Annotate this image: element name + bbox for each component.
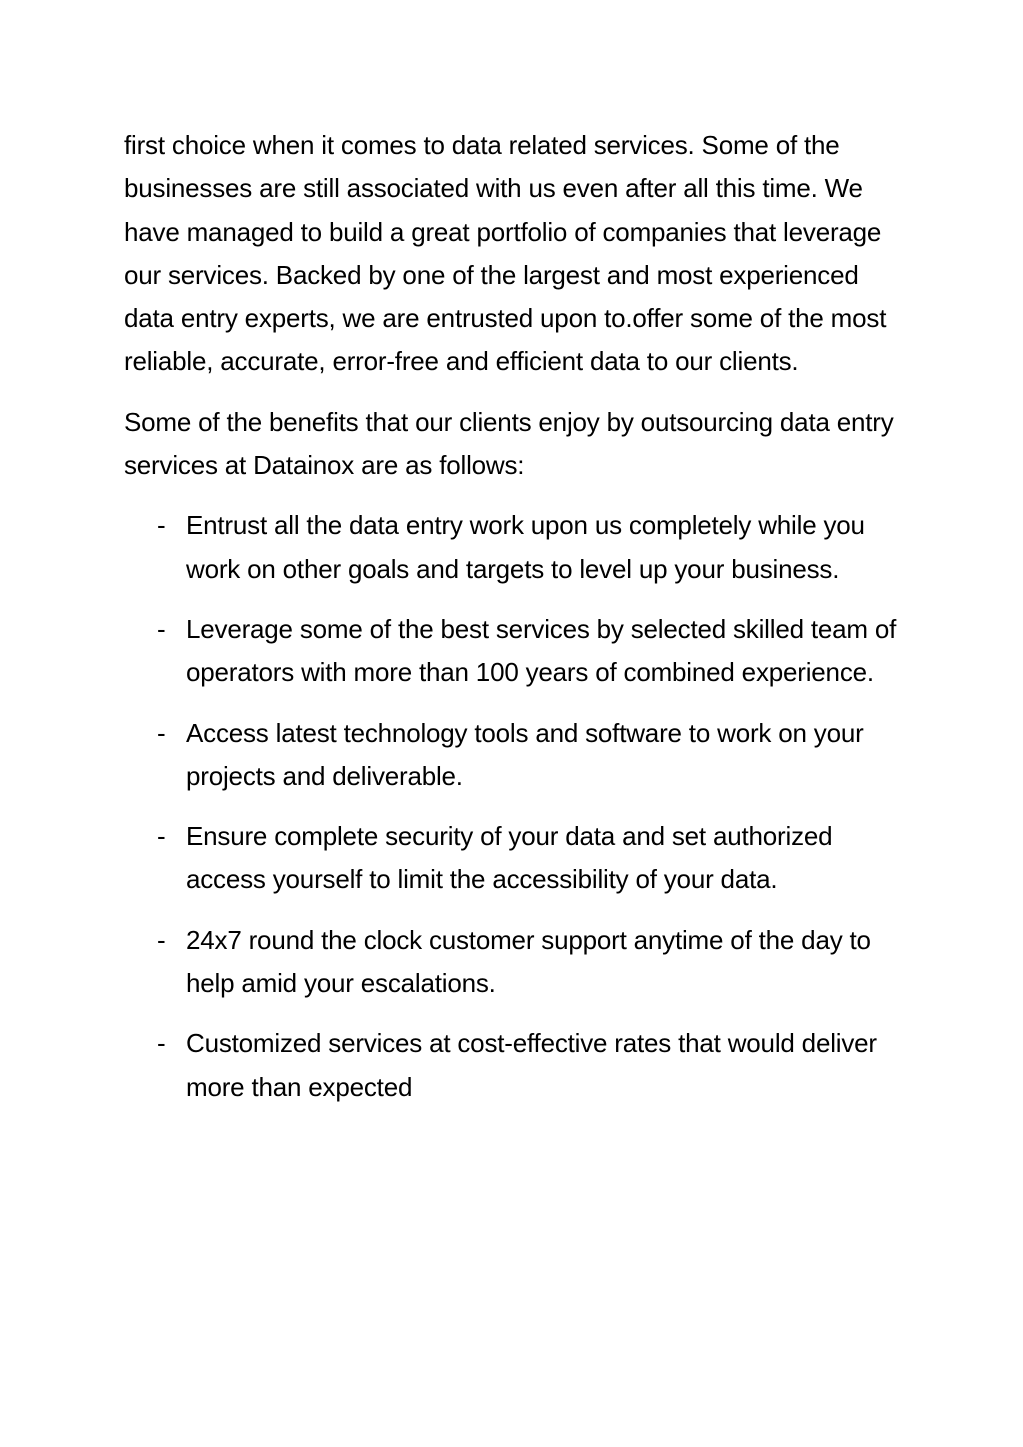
list-item-text: 24x7 round the clock customer support anytime of the day to help amid your escalations.: [186, 924, 871, 999]
list-item: [124, 712, 914, 799]
benefits-list: [124, 504, 914, 1109]
list-item-text: Entrust all the data entry work upon us completely while you work on other goals and targets to level up your business.: [186, 510, 865, 584]
list-item: [124, 815, 914, 902]
list-item: [124, 919, 914, 1006]
list-item-text: Leverage some of the best services by selected skilled team of operators with more than 100 years of combined experience.: [186, 613, 897, 688]
list-item: [124, 608, 914, 695]
list-item-text: Customized services at cost-effective rates that would deliver more than expected: [186, 1028, 877, 1102]
dash-marker: -: [157, 510, 166, 541]
list-item-text: Ensure complete security of your data and set authorized access yourself to limit the accessibility of your data.: [186, 821, 833, 895]
list-item-text: Access latest technology tools and software to work on your projects and deliverable.: [186, 717, 864, 791]
dash-marker: -: [157, 924, 166, 955]
list-item: [124, 1022, 914, 1109]
benefits-intro-paragraph: Some of the benefits that our clients enjoy by outsourcing data entry services at Datainox are as follows:: [124, 406, 894, 481]
dash-marker: -: [157, 613, 166, 644]
dash-marker: -: [157, 717, 166, 748]
dash-marker: -: [157, 1028, 166, 1059]
dash-marker: -: [157, 821, 166, 852]
intro-paragraph: first choice when it comes to data related services. Some of the businesses are still associated with us even after all this time. We have managed to build a great portfolio of companies that leverage our services. Backed by one of the largest and most experienced data entry experts, we are entrusted upon to.offer some of the most reliable, accurate, error-free and efficient data to our clients.: [124, 130, 887, 377]
document-page: [124, 124, 914, 1126]
list-item: [124, 504, 914, 591]
